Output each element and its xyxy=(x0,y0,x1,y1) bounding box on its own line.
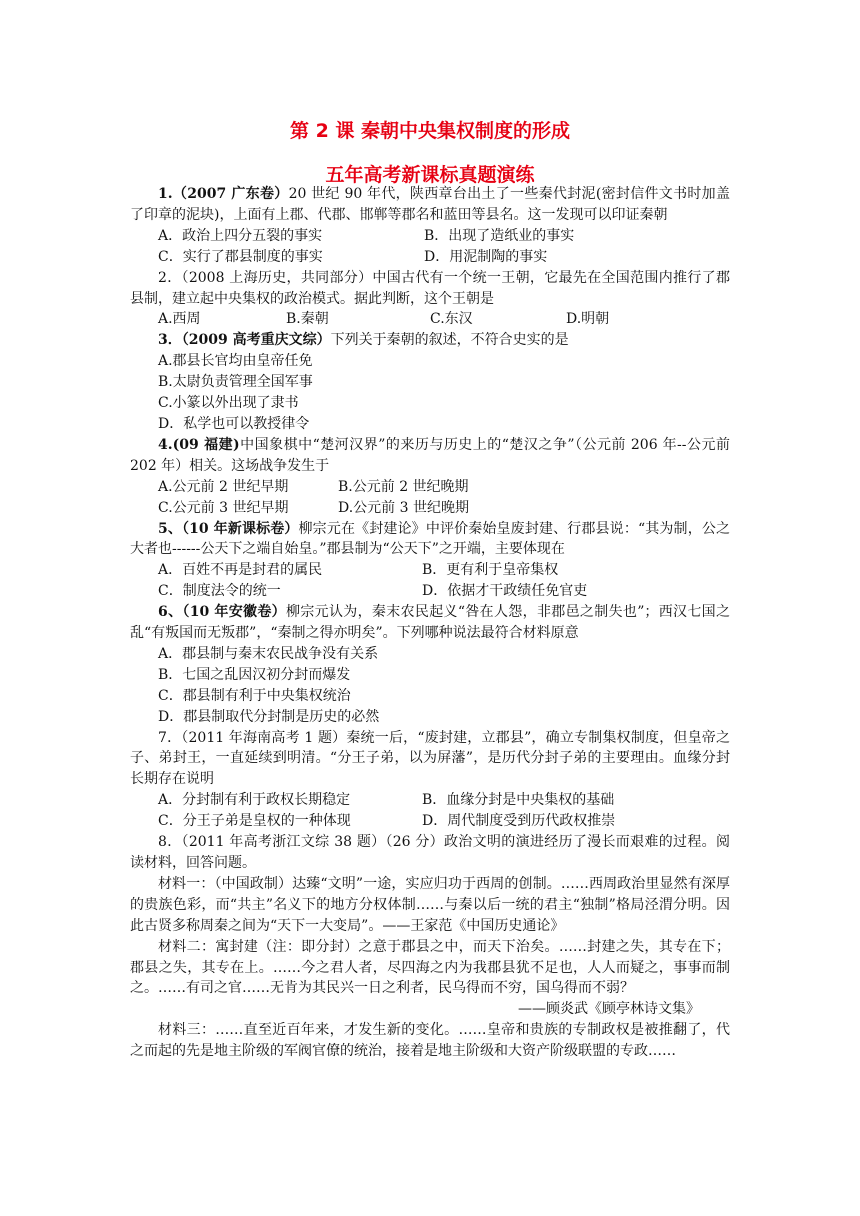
option-b: B.太尉负责管理全国军事 xyxy=(158,374,313,391)
option-b: B．血缘分封是中央集权的基础 xyxy=(422,792,615,809)
option-c: C．实行了郡县制度的事实 xyxy=(158,248,323,265)
question-3 xyxy=(130,330,730,351)
question-7-options-row-1 xyxy=(130,790,730,811)
option-c: C．制度法令的统一 xyxy=(158,583,281,600)
material-2: 材料二：寓封建（注：即分封）之意于郡县之中，而天下治矣。……封建之失，其专在下；郡县之失，其专在上。……今之君人者，尽四海之内为我郡县犹不足也，人人而疑之，事事而制之。……有司之官……无肯为其民兴一日之利者，民乌得而不穷，国乌得而不弱？ xyxy=(130,938,730,997)
question-6-stem: 柳宗元认为，秦末农民起义“咎在人怨，非郡邑之制失也”；西汉七国之乱“有叛国而无叛郡”，“秦制之得亦明矣”。下列哪种说法最符合材料原意 xyxy=(130,604,730,642)
question-7-options-row-2 xyxy=(130,811,730,832)
option-d: D．周代制度受到历代政权推崇 xyxy=(422,813,616,830)
question-3-stem: 下列关于秦朝的叙述，不符合史实的是 xyxy=(330,332,569,349)
question-8: 8．（2011 年高考浙江文综 38 题）（26 分）政治文明的演进经历了漫长而艰难的过程。阅读材料，回答问题。 xyxy=(130,834,730,871)
option-d: D．私学也可以教授律令 xyxy=(158,415,310,432)
option-c: C．分王子弟是皇权的一种体现 xyxy=(158,813,351,830)
option-b: B．七国之乱因汉初分封而爆发 xyxy=(158,666,351,683)
option-a: A．郡县制与秦末农民战争没有关系 xyxy=(158,645,379,662)
question-4-options-row-2 xyxy=(130,498,730,519)
option-b: B．更有利于皇帝集权 xyxy=(422,562,559,579)
question-5-options-row-1 xyxy=(130,560,730,581)
option-a: A.郡县长官均由皇帝任免 xyxy=(158,353,313,370)
option-c: C.东汉 xyxy=(430,311,473,328)
question-5 xyxy=(130,519,730,561)
option-b: B.秦朝 xyxy=(286,311,329,328)
question-4-stem: 中国象棋中“楚河汉界”的来历与历史上的“楚汉之争”（公元前 206 年--公元前 202 年）相关。这场战争发生于 xyxy=(130,436,730,474)
question-7: 7．（2011 年海南高考 1 题）秦统一后，“废封建，立郡县”，确立专制集权制度，但皇帝之子、弟封王，一直延续到明清。“分王子弟，以为屏藩”，是历代分封子弟的主要理由。血缘分封长期存在说明 xyxy=(130,729,730,788)
lesson-title: 第 2 课 秦朝中央集权制度的形成 xyxy=(289,120,571,142)
option-c: C.小篆以外出现了隶书 xyxy=(158,395,299,412)
option-a: A.公元前 2 世纪早期 xyxy=(158,478,289,495)
question-2: 2．（2008 上海历史，共同部分）中国古代有一个统一王朝，它最先在全国范围内推行了郡县制，建立起中央集权的政治模式。据此判断，这个王朝是 xyxy=(130,269,730,307)
question-5-stem: 柳宗元在《封建论》中评价秦始皇废封建、行郡县说：“其为制，公之大者也------公天下之端自始皇。”郡县制为“公天下”之开端，主要体现在 xyxy=(130,520,730,558)
question-5-source: 5、（10 年新课标卷） xyxy=(158,520,299,537)
option-d: D.公元前 3 世纪晚期 xyxy=(338,499,469,516)
option-b: B.公元前 2 世纪晚期 xyxy=(338,478,469,495)
option-b: B．出现了造纸业的事实 xyxy=(424,227,575,244)
question-body xyxy=(130,184,730,1062)
option-a: A．分封制有利于政权长期稳定 xyxy=(158,792,351,809)
option-a: A．政治上四分五裂的事实 xyxy=(158,227,323,244)
question-4 xyxy=(130,435,730,477)
option-d: D．用泥制陶的事实 xyxy=(424,248,548,265)
material-2-source: ——顾炎武《顾亭林诗文集》 xyxy=(518,1001,700,1018)
question-2-options xyxy=(130,309,730,330)
material-1: 材料一：（中国政制）达臻“文明”一途，实应归功于西周的创制。……西周政治里显然有深厚的贵族色彩，而“共主”名义下的地方分权体制……与秦以后一统的君主“独制”格局泾渭分明。因此古贤多称周秦之间为“天下一大变局”。——王家范《中国历史通论》 xyxy=(130,875,730,934)
question-1-options-row-1 xyxy=(130,226,730,247)
question-4-source: 4.(09 福建) xyxy=(158,436,240,453)
option-c: C．郡县制有利于中央集权统治 xyxy=(158,687,351,704)
option-c: C.公元前 3 世纪早期 xyxy=(158,499,289,516)
question-5-options-row-2 xyxy=(130,581,730,602)
question-1-options-row-2 xyxy=(130,247,730,268)
option-d: D．郡县制取代分封制是历史的必然 xyxy=(158,708,380,725)
option-d: D.明朝 xyxy=(566,311,610,328)
question-1 xyxy=(130,184,730,226)
section-subtitle: 五年高考新课标真题演练 xyxy=(325,164,535,186)
option-d: D．依据才干政绩任免官吏 xyxy=(422,583,588,600)
question-1-source: 1.（2007 广东卷） xyxy=(158,186,289,202)
option-a: A．百姓不再是封君的属民 xyxy=(158,562,323,579)
question-1-stem: 20 世纪 90 年代，陕西章台出土了一些秦代封泥(密封信件文书时加盖了印章的泥块)，上面有上郡、代郡、邯郸等郡名和蓝田等县名。这一发现可以印证秦朝 xyxy=(130,186,730,223)
question-6-source: 6、（10 年安徽卷） xyxy=(158,604,286,621)
question-3-source: 3．（2009 高考重庆文综） xyxy=(158,332,331,349)
option-a: A.西周 xyxy=(158,311,201,328)
question-6 xyxy=(130,602,730,644)
question-4-options-row-1 xyxy=(130,477,730,498)
material-3: 材料三：……直至近百年来，才发生新的变化。……皇帝和贵族的专制政权是被推翻了，代之而起的先是地主阶级的军阀官僚的统治，接着是地主阶级和大资产阶级联盟的专政…… xyxy=(130,1022,730,1060)
